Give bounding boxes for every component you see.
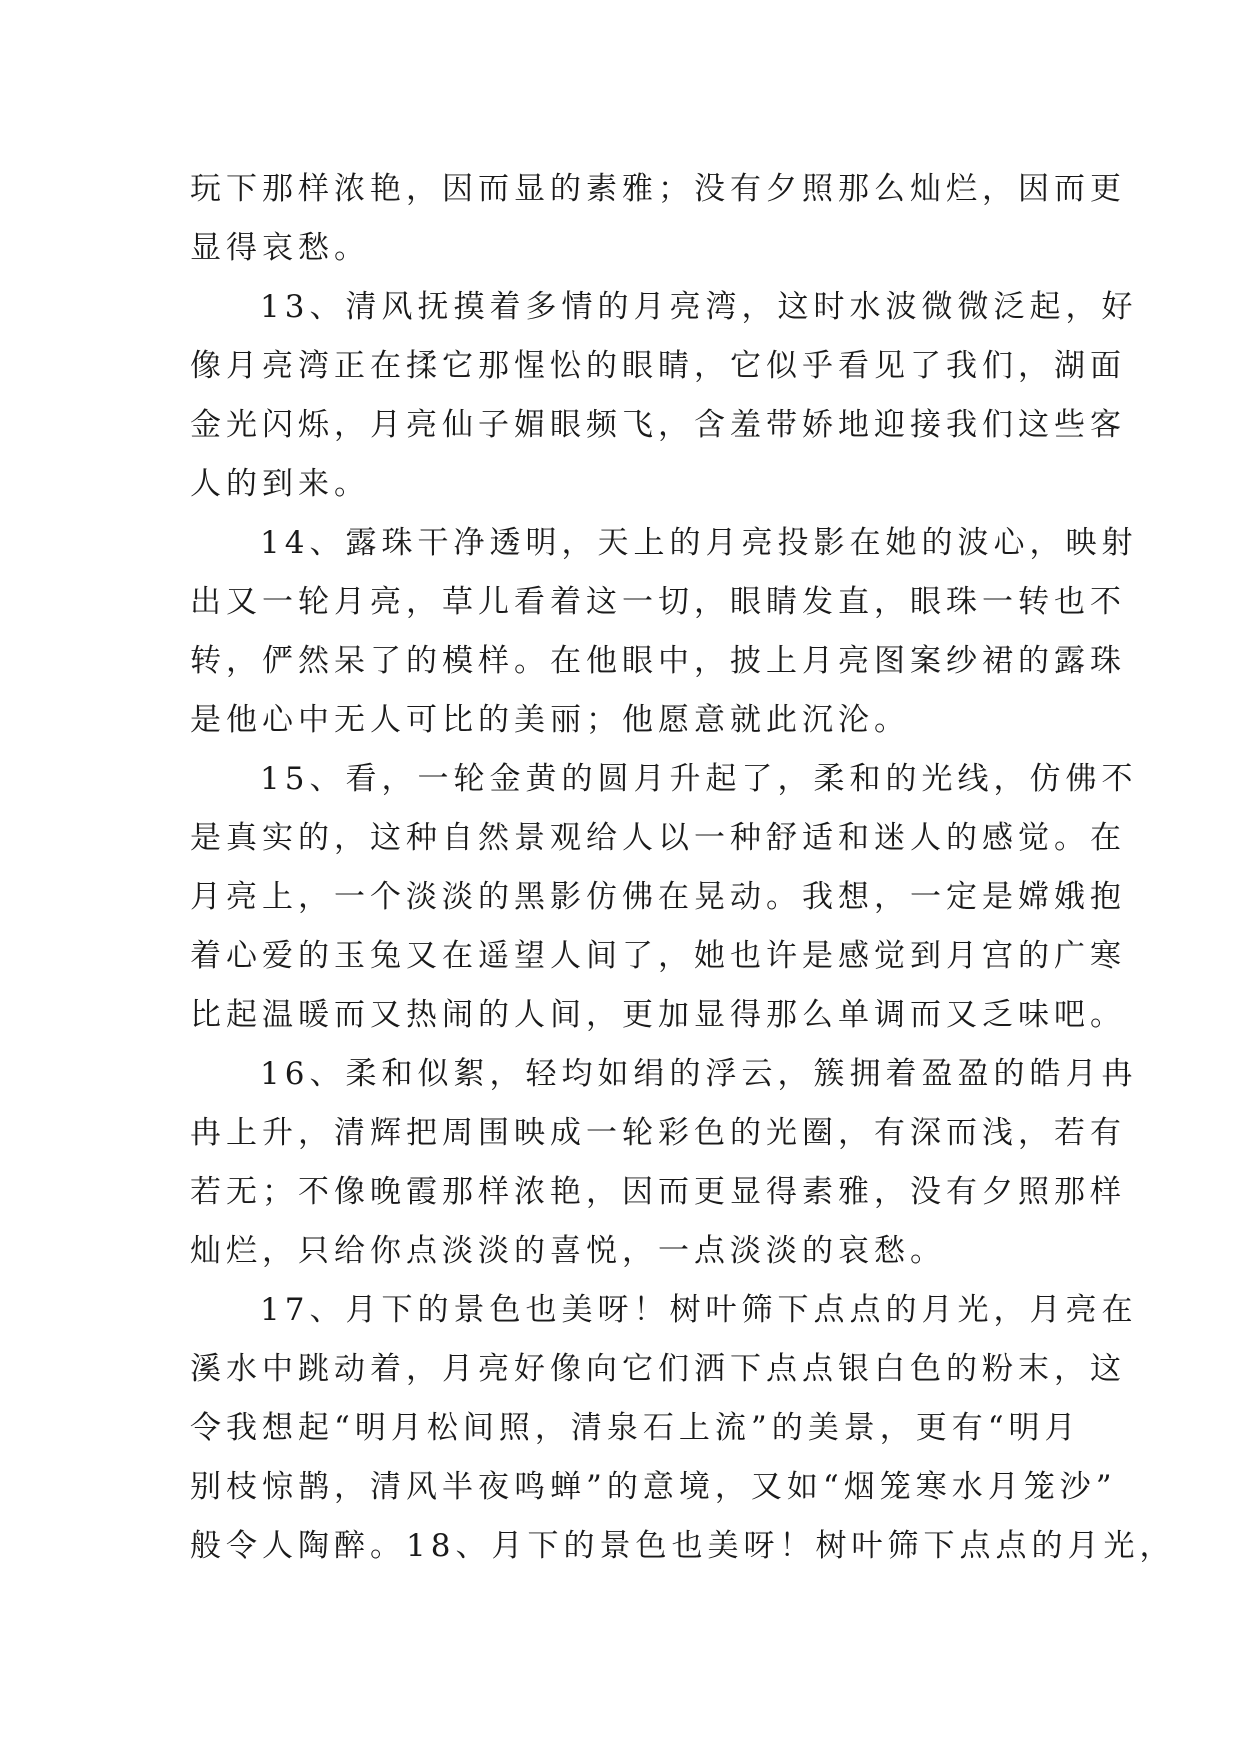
text-line: 出又一轮月亮，草儿看着这一切，眼睛发直，眼珠一转也不 [190, 584, 1126, 620]
text-line: 是真实的，这种自然景观给人以一种舒适和迷人的感觉。在 [190, 820, 1126, 856]
text-line: 冉上升，清辉把周围映成一轮彩色的光圈，有深而浅，若有 [190, 1115, 1126, 1151]
document-body [190, 160, 1176, 1576]
text-line: 金光闪烁，月亮仙子媚眼频飞，含羞带娇地迎接我们这些客 [190, 407, 1126, 443]
text-line: 别枝惊鹊，清风半夜鸣蝉”的意境，又如“烟笼寒水月笼沙” [190, 1469, 1117, 1505]
paragraph-start-line: 17、月下的景色也美呀！树叶筛下点点的月光，月亮在 [260, 1292, 1138, 1328]
text-line: 溪水中跳动着，月亮好像向它们洒下点点银白色的粉末，这 [190, 1351, 1126, 1387]
paragraph-start-line: 13、清风抚摸着多情的月亮湾，这时水波微微泛起，好 [260, 289, 1138, 325]
text-line: 像月亮湾正在揉它那惺忪的眼睛，它似乎看见了我们，湖面 [190, 348, 1126, 384]
text-line: 着心爱的玉兔又在遥望人间了，她也许是感觉到月宫的广寒 [190, 938, 1126, 974]
text-line: 转，俨然呆了的模样。在他眼中，披上月亮图案纱裙的露珠 [190, 643, 1126, 679]
text-line: 显得哀愁。 [190, 230, 370, 266]
paragraph-start-line: 15、看，一轮金黄的圆月升起了，柔和的光线，仿佛不 [260, 761, 1138, 797]
text-line: 若无；不像晚霞那样浓艳，因而更显得素雅，没有夕照那样 [190, 1174, 1126, 1210]
text-line: 玩下那样浓艳，因而显的素雅；没有夕照那么灿烂，因而更 [190, 171, 1126, 207]
text-line: 令我想起“明月松间照，清泉石上流”的美景，更有“明月 [190, 1410, 1081, 1446]
text-line: 灿烂，只给你点淡淡的喜悦，一点淡淡的哀愁。 [190, 1233, 946, 1269]
text-line: 比起温暖而又热闹的人间，更加显得那么单调而又乏味吧。 [190, 997, 1126, 1033]
paragraph-start-line: 16、柔和似絮，轻均如绢的浮云，簇拥着盈盈的皓月冉 [260, 1056, 1138, 1092]
text-line: 人的到来。 [190, 466, 370, 502]
text-line: 般令人陶醉。18、月下的景色也美呀！树叶筛下点点的月光， [190, 1528, 1176, 1564]
text-line: 月亮上，一个淡淡的黑影仿佛在晃动。我想，一定是嫦娥抱 [190, 879, 1126, 915]
paragraph-start-line: 14、露珠干净透明，天上的月亮投影在她的波心，映射 [260, 525, 1138, 561]
text-line: 是他心中无人可比的美丽；他愿意就此沉沦。 [190, 702, 910, 738]
